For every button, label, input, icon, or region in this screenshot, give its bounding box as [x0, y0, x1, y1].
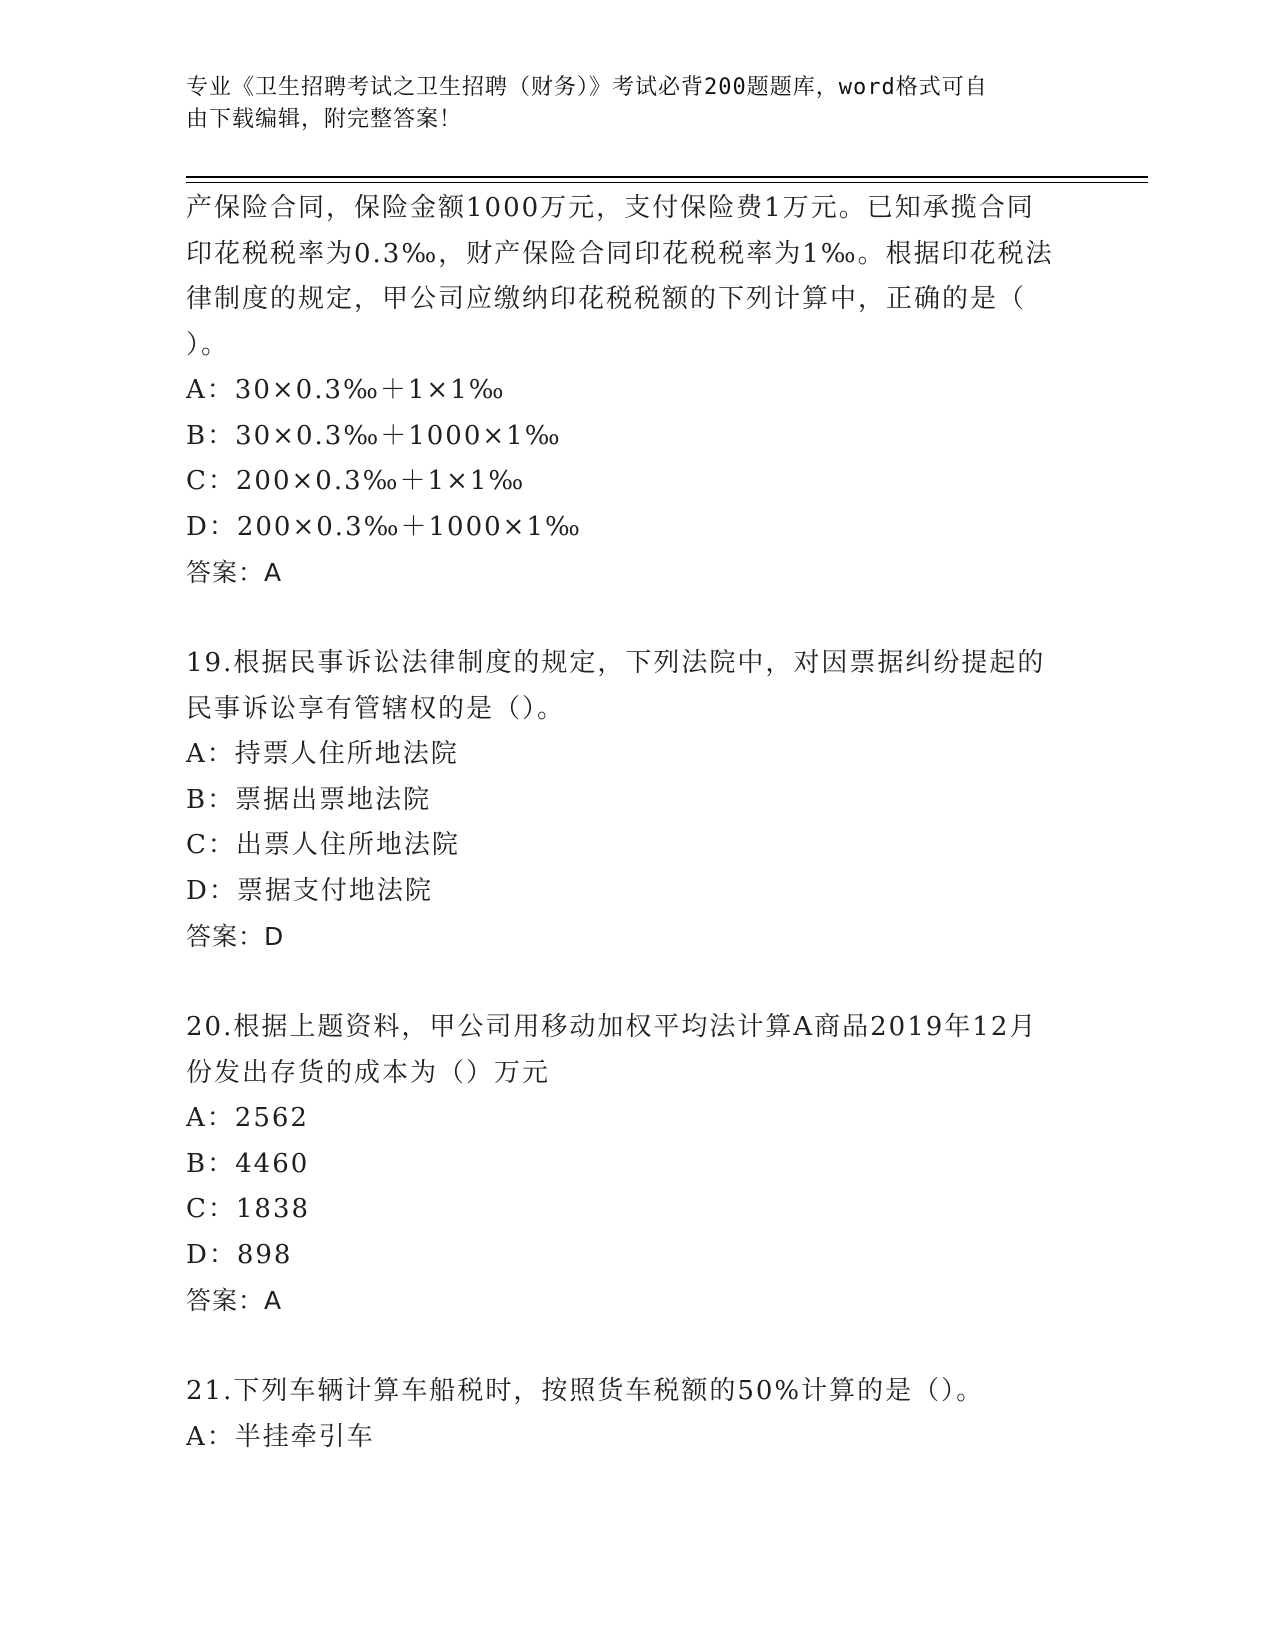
spacer [186, 960, 1086, 1006]
option-a: A：30×0.3‰＋1×1‰ [186, 375, 506, 405]
header-line-1: 专业《卫生招聘考试之卫生招聘（财务）》考试必背200题题库，word格式可自 [186, 75, 988, 100]
option-d: D：票据支付地法院 [186, 875, 433, 906]
option-a: A：持票人住所地法院 [186, 739, 459, 769]
spacer [186, 596, 1086, 642]
spacer [186, 1324, 1086, 1370]
option-b: B：4460 [186, 1148, 310, 1179]
option-d: D：898 [186, 1239, 293, 1270]
question-text-line: 产保险合同，保险金额1000万元，支付保险费1万元。已知承揽合同 [186, 193, 1035, 223]
question-text-line: 律制度的规定，甲公司应缴纳印花税税额的下列计算中，正确的是（ [186, 284, 1027, 314]
question-text-line: 20.根据上题资料，甲公司用移动加权平均法计算A商品2019年12月 [186, 1012, 1038, 1042]
question-text-line: 民事诉讼享有管辖权的是（）。 [186, 693, 566, 724]
option-c: C：出票人住所地法院 [186, 830, 460, 860]
header-rule-thick [186, 176, 1148, 178]
question-text-line: 19.根据民事诉讼法律制度的规定，下列法院中，对因票据纠纷提起的 [186, 648, 1046, 678]
question-20 [186, 1005, 1086, 1324]
option-a: A：半挂牵引车 [186, 1421, 375, 1452]
option-c: C：1838 [186, 1194, 311, 1224]
option-d: D：200×0.3‰＋1000×1‰ [186, 511, 582, 542]
question-18 [186, 186, 1086, 596]
header-line-2: 由下载编辑，附完整答案！ [186, 107, 463, 132]
header-rule-thin [186, 182, 1148, 183]
answer-line: 答案：D [186, 922, 285, 951]
option-c: C：200×0.3‰＋1×1‰ [186, 466, 526, 496]
option-b: B：票据出票地法院 [186, 784, 432, 815]
answer-line: 答案：A [186, 558, 283, 587]
question-19 [186, 641, 1086, 960]
question-text-line: ）。 [186, 329, 230, 360]
document-header [186, 72, 1066, 136]
document-body [186, 186, 1086, 1460]
question-21 [186, 1369, 1086, 1460]
question-text-line: 21.下列车辆计算车船税时，按照货车税额的50%计算的是（）。 [186, 1376, 985, 1406]
option-a: A：2562 [186, 1103, 309, 1133]
option-b: B：30×0.3‰＋1000×1‰ [186, 420, 562, 451]
question-text-line: 份发出存货的成本为（）万元 [186, 1057, 551, 1088]
answer-line: 答案：A [186, 1286, 283, 1315]
question-text-line: 印花税税率为0.3‰，财产保险合同印花税税率为1‰。根据印花税法 [186, 238, 1054, 269]
